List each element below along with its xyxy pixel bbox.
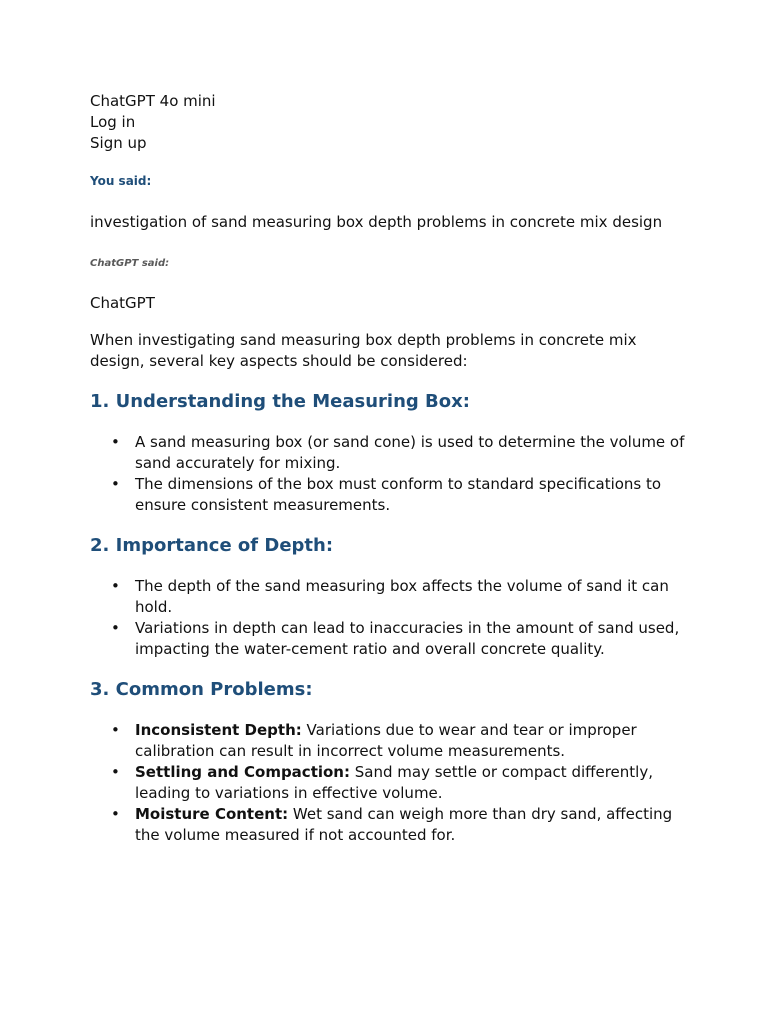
list-item xyxy=(135,762,690,804)
list-item xyxy=(135,474,690,516)
item-text: The depth of the sand measuring box affects the volume of sand it can hold. xyxy=(135,577,669,616)
section-list-understanding xyxy=(90,432,690,516)
list-item xyxy=(135,804,690,846)
signup-link[interactable]: Sign up xyxy=(90,134,147,152)
list-item xyxy=(135,618,690,660)
list-item xyxy=(135,576,690,618)
item-bold-lead: Moisture Content: xyxy=(135,805,289,823)
document-page xyxy=(90,91,690,846)
assistant-label: ChatGPT said: xyxy=(90,258,170,269)
item-text: The dimensions of the box must conform to standard specifications to ensure consistent measurements. xyxy=(135,475,662,514)
list-item xyxy=(135,720,690,762)
section-heading-problems: 3. Common Problems: xyxy=(90,679,313,700)
item-text: Variations in depth can lead to inaccuracies in the amount of sand used, impacting the water-cement ratio and overall concrete quality. xyxy=(135,619,680,658)
section-list-depth xyxy=(90,576,690,660)
item-text: A sand measuring box (or sand cone) is used to determine the volume of sand accurately for mixing. xyxy=(135,433,685,472)
user-message: investigation of sand measuring box depth problems in concrete mix design xyxy=(90,213,663,231)
item-bold-lead: Inconsistent Depth: xyxy=(135,721,302,739)
login-link[interactable]: Log in xyxy=(90,113,136,131)
item-bold-lead: Settling and Compaction: xyxy=(135,763,350,781)
user-label: You said: xyxy=(90,174,152,188)
item-text: Variations due to wear and tear or improper calibration can result in incorrect volume measurements. xyxy=(135,721,637,760)
item-text: Sand may settle or compact differently, leading to variations in effective volume. xyxy=(135,763,653,802)
assistant-intro: When investigating sand measuring box depth problems in concrete mix design, several key aspects should be considered: xyxy=(90,331,637,370)
section-heading-depth: 2. Importance of Depth: xyxy=(90,535,334,556)
section-heading-understanding: 1. Understanding the Measuring Box: xyxy=(90,391,470,412)
section-list-problems xyxy=(90,720,690,846)
app-title: ChatGPT 4o mini xyxy=(90,92,216,110)
assistant-name: ChatGPT xyxy=(90,294,155,312)
item-text: Wet sand can weigh more than dry sand, affecting the volume measured if not accounted for. xyxy=(135,805,673,844)
list-item xyxy=(135,432,690,474)
